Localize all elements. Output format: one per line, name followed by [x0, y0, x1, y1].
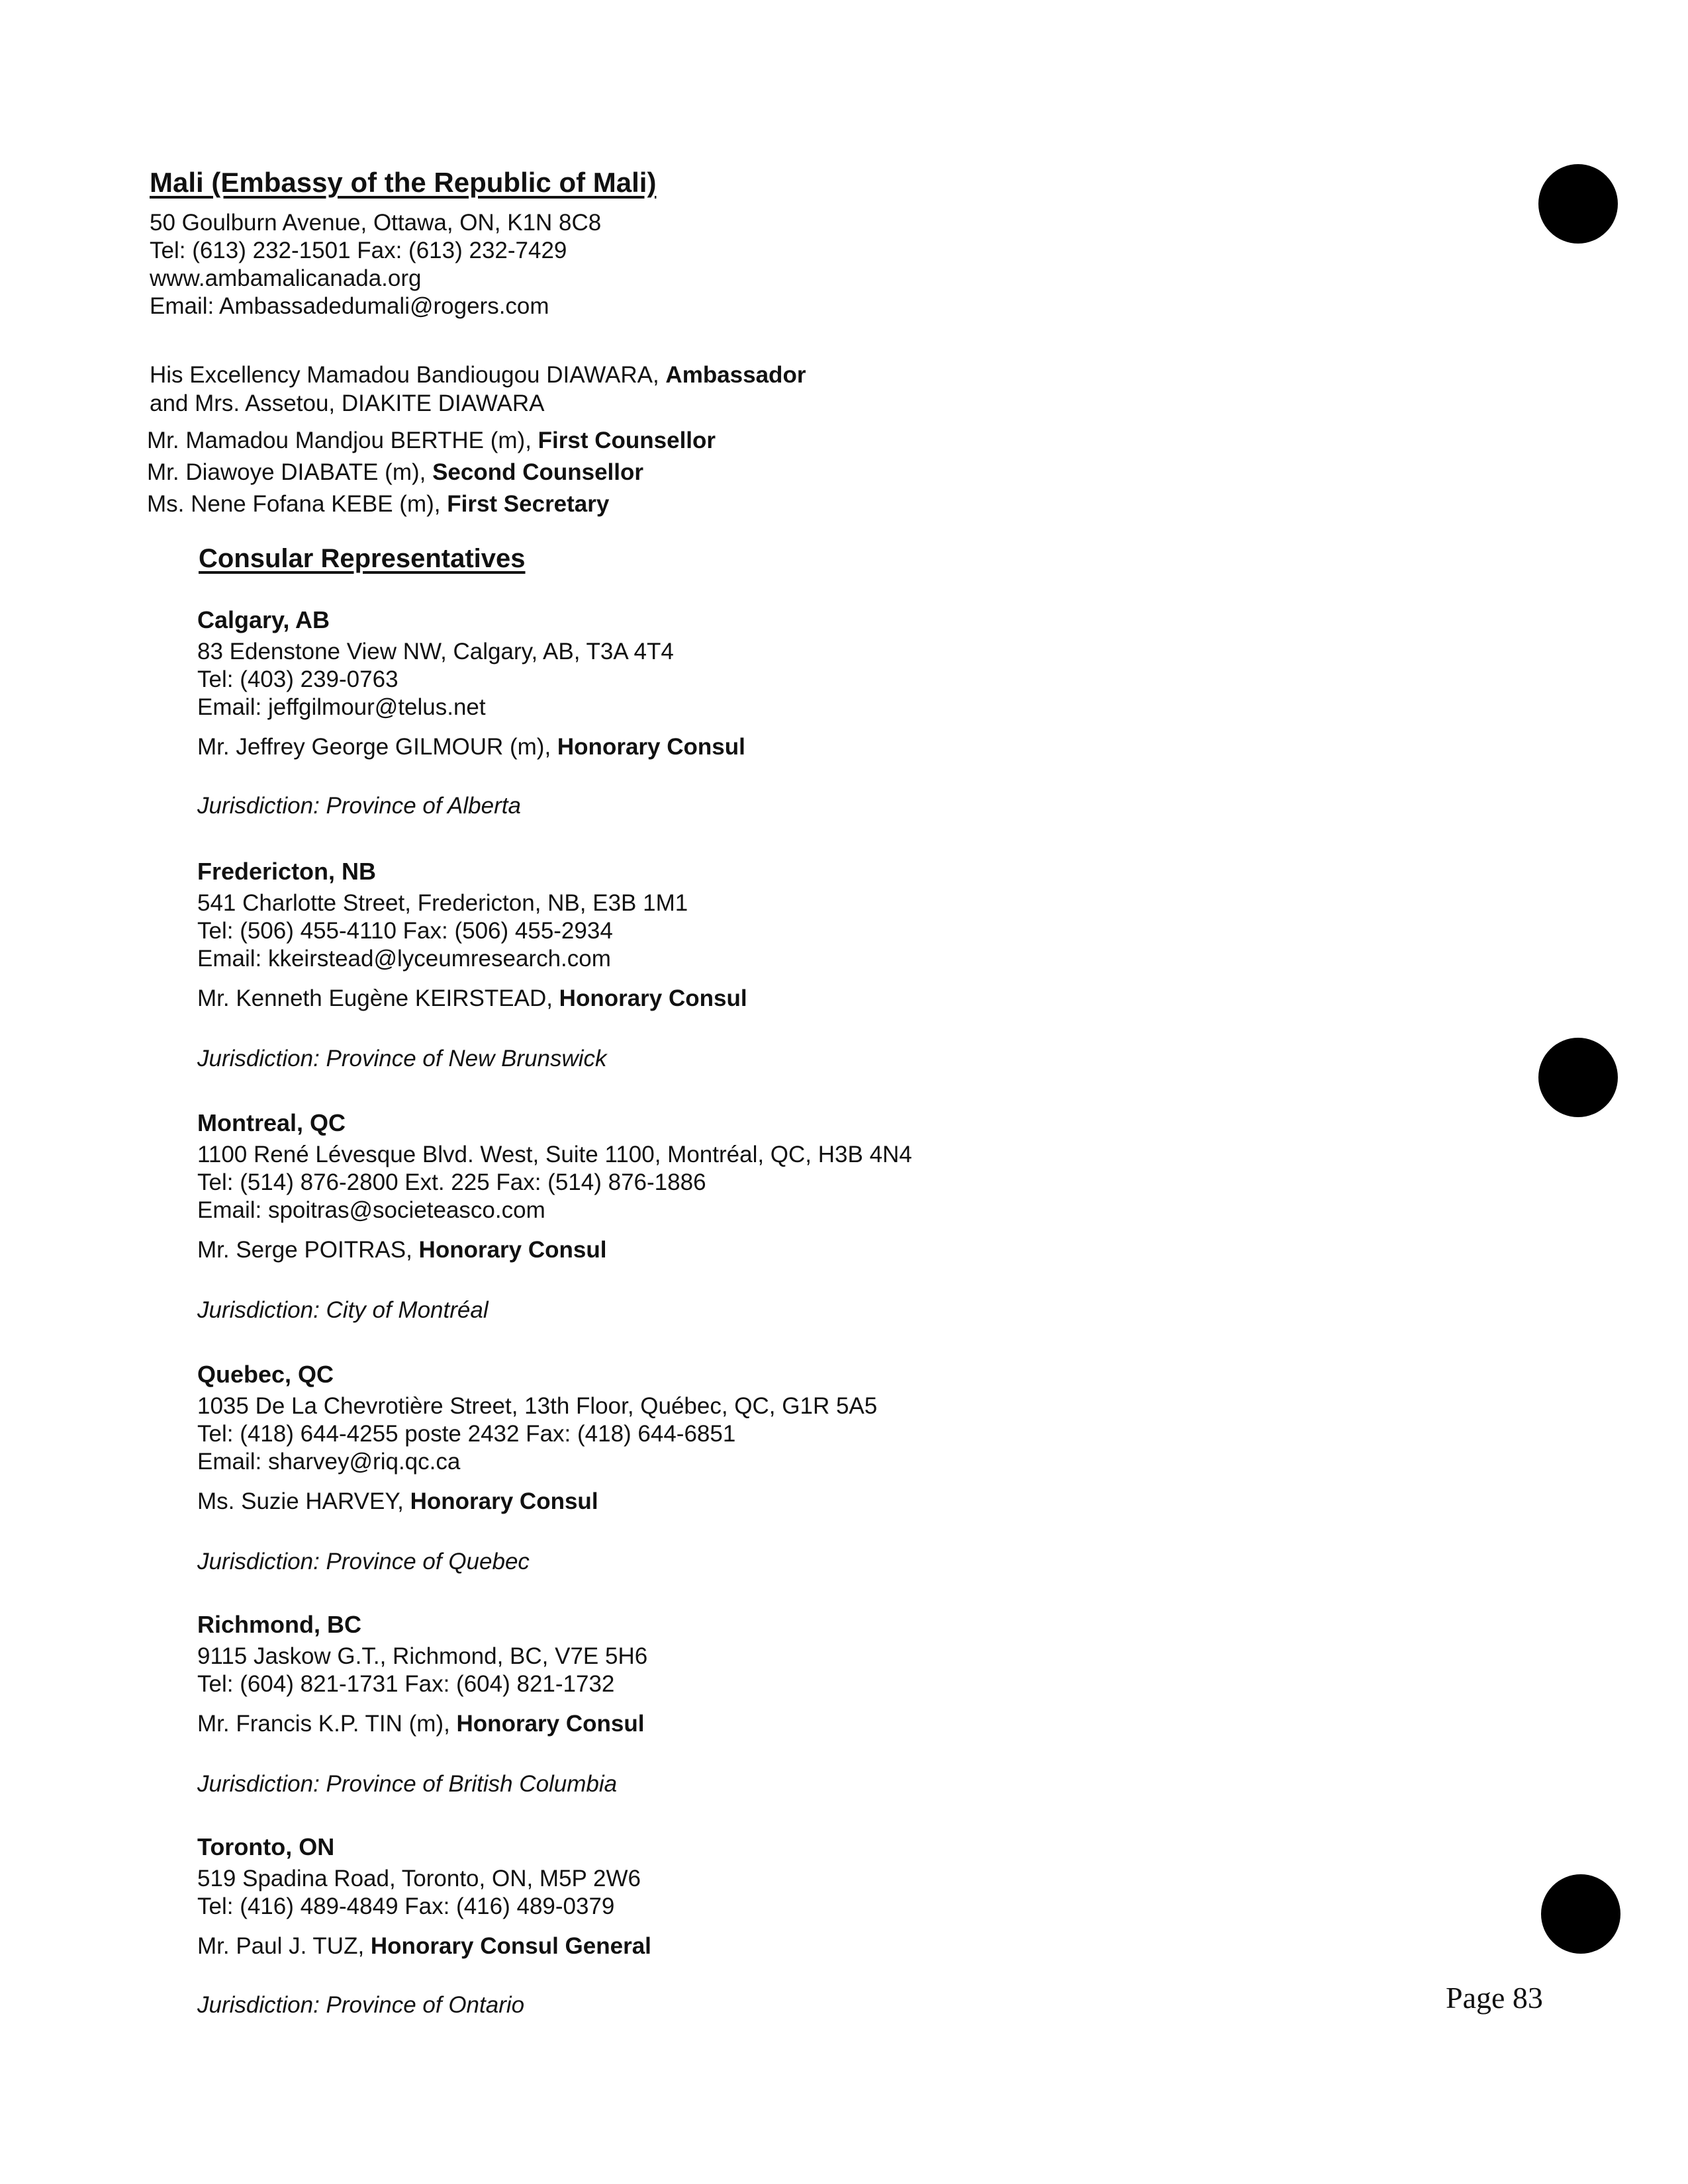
consulate-city: Toronto, ON — [197, 1833, 335, 1860]
person-role: Honorary Consul — [410, 1488, 598, 1514]
person-name: Mr. Serge POITRAS, — [197, 1237, 419, 1263]
consulate-city: Montreal, QC — [197, 1109, 346, 1136]
consulate-phone: Tel: (514) 876-2800 Ext. 225 Fax: (514) 876-1886 — [197, 1169, 706, 1195]
consulate-jurisdiction: Jurisdiction: City of Montréal — [197, 1297, 489, 1323]
staff-name: Ms. Nene Fofana KEBE (m), — [147, 491, 447, 517]
consulate-address: 9115 Jaskow G.T., Richmond, BC, V7E 5H6 — [197, 1643, 648, 1669]
person-role: Honorary Consul — [418, 1237, 607, 1263]
consulate-email: Email: jeffgilmour@telus.net — [197, 694, 486, 720]
consulate-address: 83 Edenstone View NW, Calgary, AB, T3A 4T4 — [197, 639, 674, 664]
embassy-title: Mali (Embassy of the Republic of Mali) — [150, 167, 657, 198]
consulate-address: 541 Charlotte Street, Fredericton, NB, E3B 1M1 — [197, 890, 688, 916]
person-role: Honorary Consul — [456, 1711, 645, 1737]
consular-heading: Consular Representatives — [199, 544, 526, 573]
consulate-phone: Tel: (604) 821-1731 Fax: (604) 821-1732 — [197, 1671, 615, 1697]
consulate-jurisdiction: Jurisdiction: Province of British Columbia — [197, 1771, 618, 1797]
person-role: Honorary Consul — [559, 985, 747, 1011]
punch-hole — [1538, 1038, 1618, 1117]
embassy-address: 50 Goulburn Avenue, Ottawa, ON, K1N 8C8 — [150, 210, 602, 236]
staff-name: Mr. Mamadou Mandjou BERTHE (m), — [147, 428, 538, 453]
person-name: Ms. Suzie HARVEY, — [197, 1488, 410, 1514]
embassy-phone: Tel: (613) 232-1501 Fax: (613) 232-7429 — [150, 238, 567, 263]
person-name: Mr. Paul J. TUZ, — [197, 1933, 371, 1959]
staff-title: Ambassador — [665, 362, 806, 388]
person-role: Honorary Consul — [557, 734, 745, 760]
consulate-city: Calgary, AB — [197, 606, 330, 633]
punch-hole — [1541, 1874, 1620, 1954]
consulate-phone: Tel: (403) 239-0763 — [197, 666, 399, 692]
staff-line — [147, 427, 716, 455]
staff-name: and Mrs. Assetou, DIAKITE DIAWARA — [150, 390, 545, 416]
person-name: Mr. Kenneth Eugène KEIRSTEAD, — [197, 985, 559, 1011]
consulate-person — [197, 733, 745, 761]
staff-title: Second Counsellor — [432, 459, 644, 485]
staff-title: First Counsellor — [538, 428, 716, 453]
consulate-person — [197, 1710, 644, 1738]
embassy-website: www.ambamalicanada.org — [150, 265, 422, 291]
consulate-address: 1035 De La Chevrotière Street, 13th Floor, Québec, QC, G1R 5A5 — [197, 1393, 878, 1419]
consulate-person — [197, 1488, 598, 1516]
staff-name: His Excellency Mamadou Bandiougou DIAWARA, — [150, 362, 666, 388]
consulate-jurisdiction: Jurisdiction: Province of Alberta — [197, 793, 521, 819]
consulate-phone: Tel: (506) 455-4110 Fax: (506) 455-2934 — [197, 918, 613, 944]
consulate-person — [197, 1236, 606, 1264]
person-role: Honorary Consul General — [370, 1933, 651, 1959]
consulate-email: Email: sharvey@riq.qc.ca — [197, 1449, 461, 1475]
consulate-phone: Tel: (416) 489-4849 Fax: (416) 489-0379 — [197, 1893, 615, 1919]
embassy-email: Email: Ambassadedumali@rogers.com — [150, 293, 549, 319]
consulate-phone: Tel: (418) 644-4255 poste 2432 Fax: (418) 644-6851 — [197, 1421, 736, 1447]
staff-title: First Secretary — [447, 491, 610, 517]
consulate-city: Fredericton, NB — [197, 858, 377, 885]
staff-line — [147, 459, 643, 486]
consulate-city: Quebec, QC — [197, 1361, 334, 1388]
consulate-person — [197, 1933, 651, 1960]
staff-line — [147, 490, 609, 518]
person-name: Mr. Jeffrey George GILMOUR (m), — [197, 734, 557, 760]
consulate-person — [197, 985, 747, 1013]
page-number: Page 83 — [1446, 1981, 1543, 2015]
punch-hole — [1538, 164, 1618, 244]
staff-line — [150, 361, 806, 389]
consulate-email: Email: kkeirstead@lyceumresearch.com — [197, 946, 611, 972]
person-name: Mr. Francis K.P. TIN (m), — [197, 1711, 457, 1737]
staff-name: Mr. Diawoye DIABATE (m), — [147, 459, 433, 485]
consulate-jurisdiction: Jurisdiction: Province of New Brunswick — [197, 1046, 607, 1071]
consulate-city: Richmond, BC — [197, 1611, 361, 1638]
consulate-email: Email: spoitras@societeasco.com — [197, 1197, 545, 1223]
consulate-address: 1100 René Lévesque Blvd. West, Suite 1100, Montréal, QC, H3B 4N4 — [197, 1142, 912, 1167]
consulate-address: 519 Spadina Road, Toronto, ON, M5P 2W6 — [197, 1866, 641, 1891]
staff-line — [150, 390, 544, 418]
consulate-jurisdiction: Jurisdiction: Province of Ontario — [197, 1992, 525, 2018]
consulate-jurisdiction: Jurisdiction: Province of Quebec — [197, 1549, 530, 1574]
